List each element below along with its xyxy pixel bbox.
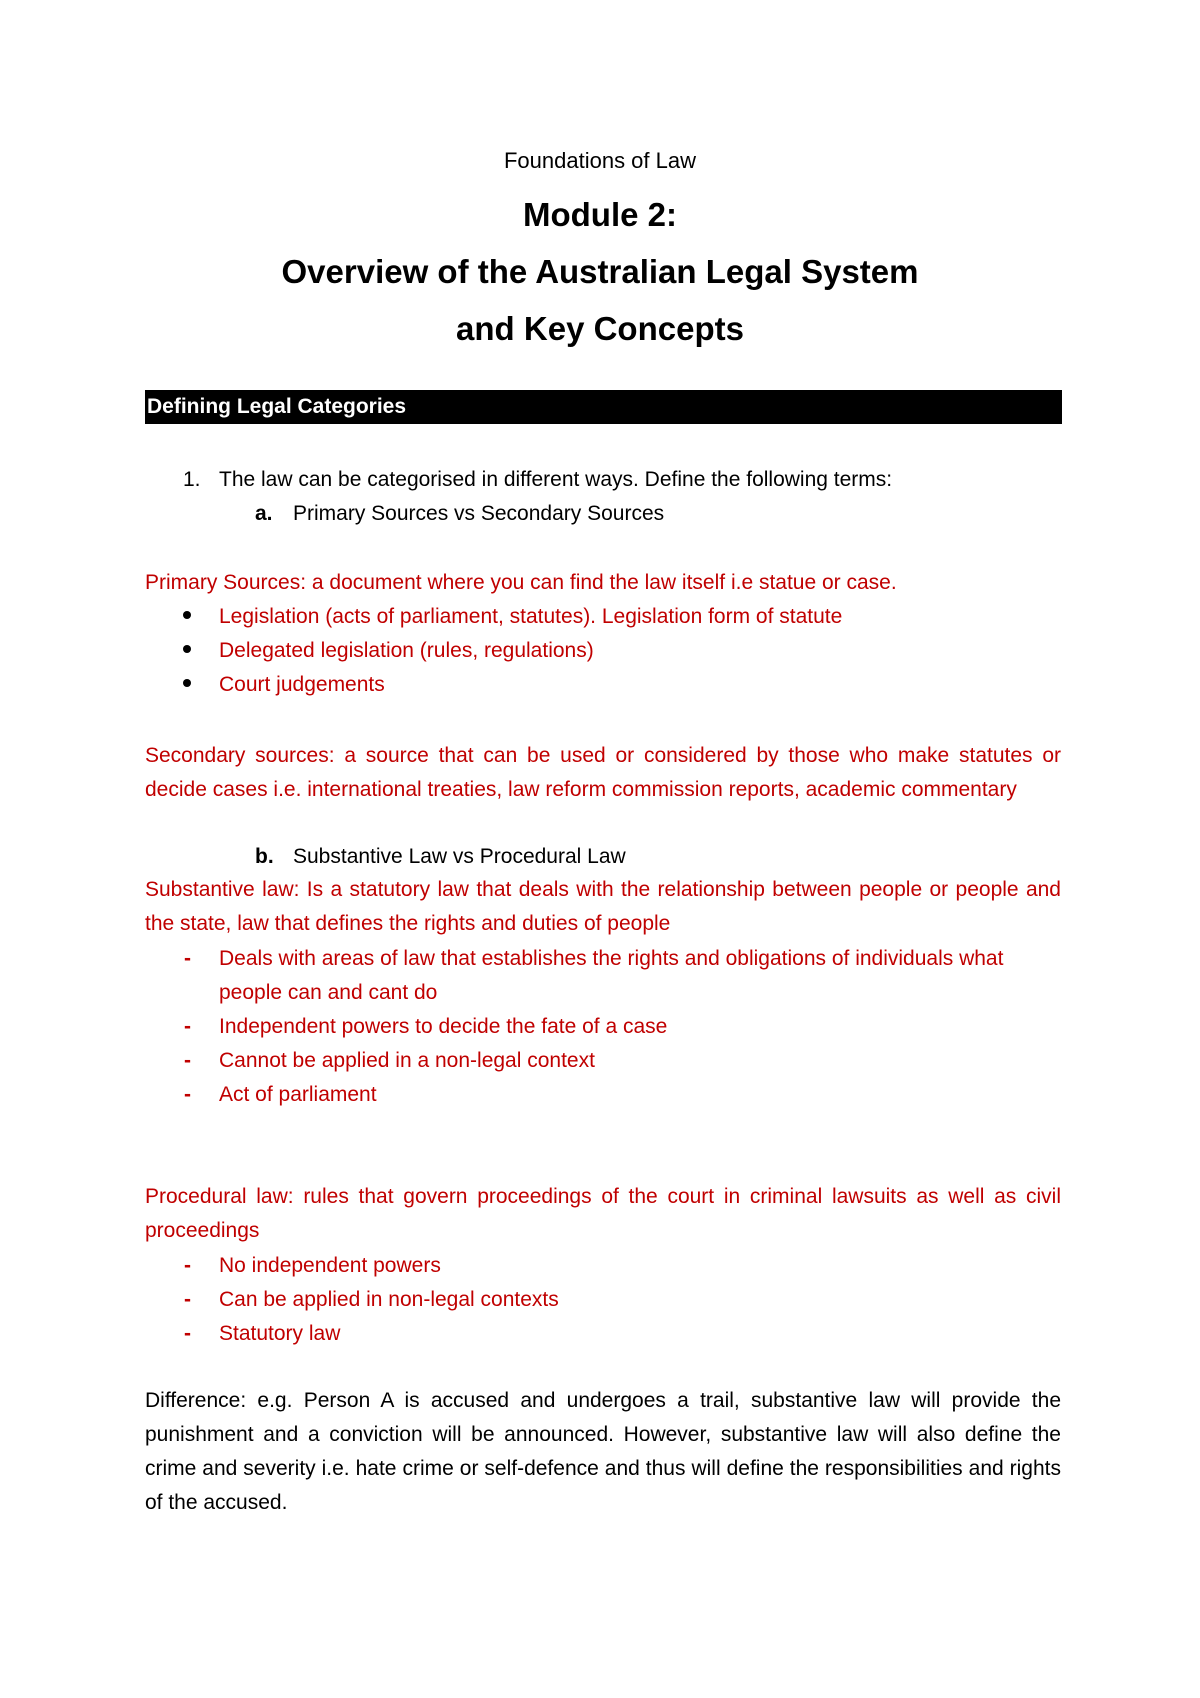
primary-sources-definition: Primary Sources: a document where you can find the law itself i.e statue or case.	[145, 571, 897, 594]
section-heading: Defining Legal Categories	[145, 390, 1062, 424]
dash-marker: -	[184, 1049, 191, 1072]
procedural-item-3: Statutory law	[219, 1322, 341, 1345]
part-b-text: Substantive Law vs Procedural Law	[293, 845, 626, 868]
primary-bullet-1: Legislation (acts of parliament, statutes). Legislation form of statute	[219, 605, 843, 628]
substantive-law-definition: Substantive law: Is a statutory law that deals with the relationship between people or people and the state, law that defines the rights and duties of people	[145, 878, 1061, 935]
page-title-line-1: Overview of the Australian Legal System	[281, 253, 919, 290]
difference-paragraph: Difference: e.g. Person A is accused and undergoes a trail, substantive law will provide the punishment and a conviction will be announced. However, substantive law will also define the crime and severity i.e. hate crime or self-defence and thus will define the responsibilities and rights of the accused.	[145, 1389, 1061, 1514]
dash-marker: -	[184, 1254, 191, 1277]
bullet-icon	[183, 679, 191, 687]
question-number: 1.	[183, 468, 201, 491]
procedural-item-1: No independent powers	[219, 1254, 441, 1277]
dash-marker: -	[184, 947, 191, 970]
substantive-item-4: Act of parliament	[219, 1083, 377, 1106]
module-title: Module 2:	[523, 196, 677, 233]
procedural-law-definition: Procedural law: rules that govern proceedings of the court in criminal lawsuits as well as civil proceedings	[145, 1185, 1061, 1242]
dash-marker: -	[184, 1015, 191, 1038]
substantive-item-2: Independent powers to decide the fate of a case	[219, 1015, 668, 1038]
dash-marker: -	[184, 1322, 191, 1345]
question-text: The law can be categorised in different ways. Define the following terms:	[219, 468, 893, 491]
part-a-letter: a.	[255, 502, 273, 525]
procedural-item-2: Can be applied in non-legal contexts	[219, 1288, 559, 1311]
substantive-item-1: Deals with areas of law that establishes the rights and obligations of individuals what	[219, 947, 1004, 970]
part-a-text: Primary Sources vs Secondary Sources	[293, 502, 665, 525]
substantive-item-1-continued: people can and cant do	[219, 981, 438, 1004]
bullet-icon	[183, 645, 191, 653]
primary-bullet-3: Court judgements	[219, 673, 385, 696]
part-b-letter: b.	[255, 845, 274, 868]
dash-marker: -	[184, 1288, 191, 1311]
dash-marker: -	[184, 1083, 191, 1106]
bullet-icon	[183, 611, 191, 619]
secondary-sources-definition: Secondary sources: a source that can be used or considered by those who make statutes or decide cases i.e. international treaties, law reform commission reports, academic commentary	[145, 744, 1061, 801]
course-name: Foundations of Law	[503, 148, 697, 173]
page-title-line-2: and Key Concepts	[456, 310, 744, 347]
primary-bullet-2: Delegated legislation (rules, regulations)	[219, 639, 594, 662]
substantive-item-3: Cannot be applied in a non-legal context	[219, 1049, 595, 1072]
